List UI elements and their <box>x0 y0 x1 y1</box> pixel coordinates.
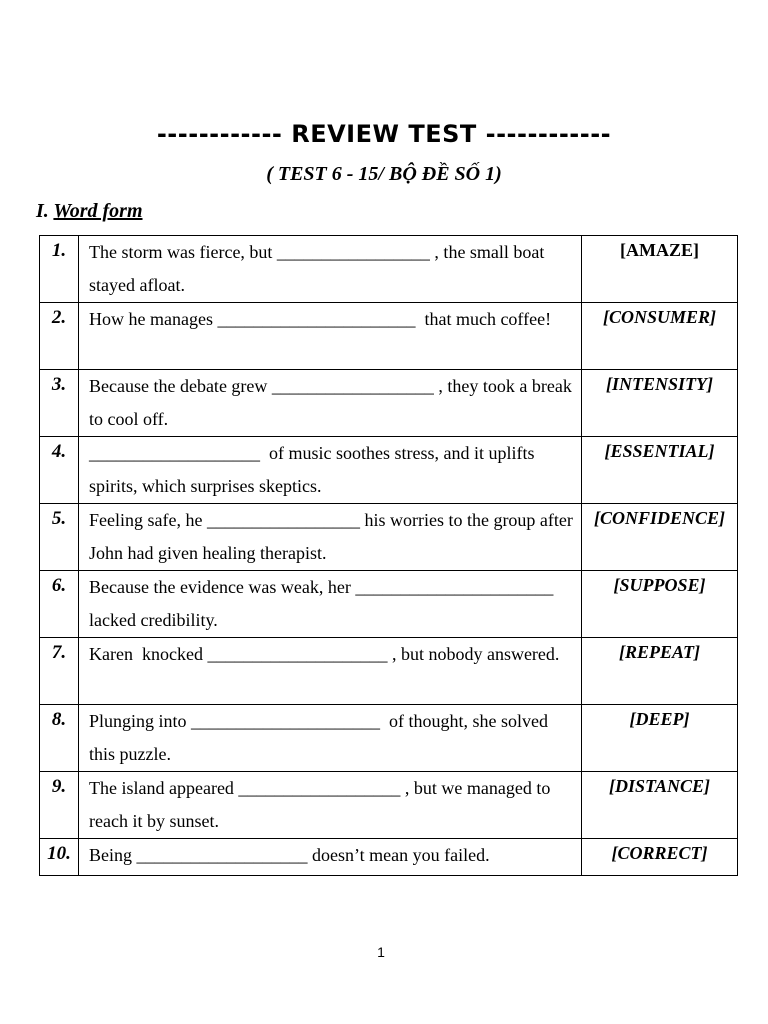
question-number: 5. <box>40 504 79 571</box>
question-number: 10. <box>40 839 79 876</box>
question-text: Because the evidence was weak, her ______________________ lacked credibility. <box>79 571 582 638</box>
question-number: 3. <box>40 370 79 437</box>
question-number: 2. <box>40 303 79 370</box>
table-row <box>40 370 738 437</box>
question-number: 8. <box>40 705 79 772</box>
word-hint: [ESSENTIAL] <box>582 437 738 504</box>
question-text: Karen knocked ____________________ , but nobody answered. <box>79 638 582 705</box>
section-title: Word form <box>53 200 143 222</box>
question-text: Because the debate grew __________________ , they took a break to cool off. <box>79 370 582 437</box>
table-row <box>40 839 738 876</box>
table-row <box>40 705 738 772</box>
question-number: 6. <box>40 571 79 638</box>
table-row <box>40 504 738 571</box>
table-row <box>40 571 738 638</box>
table-row <box>40 638 738 705</box>
word-hint: [CORRECT] <box>582 839 738 876</box>
question-text: Plunging into _____________________ of thought, she solved this puzzle. <box>79 705 582 772</box>
question-text: ___________________ of music soothes stress, and it uplifts spirits, which surprises skeptics. <box>79 437 582 504</box>
word-hint: [INTENSITY] <box>582 370 738 437</box>
table-row <box>40 772 738 839</box>
page-number: 1 <box>377 944 385 960</box>
word-hint: [DISTANCE] <box>582 772 738 839</box>
section-number: I. <box>36 200 54 222</box>
page-title: ------------ REVIEW TEST ------------ <box>156 120 612 148</box>
question-text: The island appeared __________________ , but we managed to reach it by sunset. <box>79 772 582 839</box>
word-form-table <box>39 235 738 876</box>
question-text: How he manages ______________________ that much coffee! <box>79 303 582 370</box>
question-number: 7. <box>40 638 79 705</box>
word-hint: [DEEP] <box>582 705 738 772</box>
question-number: 1. <box>40 236 79 303</box>
word-hint: [SUPPOSE] <box>582 571 738 638</box>
word-hint: [AMAZE] <box>582 236 738 303</box>
word-hint: [REPEAT] <box>582 638 738 705</box>
word-hint: [CONFIDENCE] <box>582 504 738 571</box>
word-hint: [CONSUMER] <box>582 303 738 370</box>
page-subtitle: ( TEST 6 - 15/ BỘ ĐỀ SỐ 1) <box>266 163 502 185</box>
question-text: Feeling safe, he _________________ his worries to the group after John had given healing therapist. <box>79 504 582 571</box>
question-number: 4. <box>40 437 79 504</box>
section-heading <box>36 200 143 223</box>
table-row <box>40 303 738 370</box>
table-row <box>40 437 738 504</box>
question-text: The storm was fierce, but _________________ , the small boat stayed afloat. <box>79 236 582 303</box>
table-row <box>40 236 738 303</box>
question-number: 9. <box>40 772 79 839</box>
question-text: Being ___________________ doesn’t mean you failed. <box>79 839 582 876</box>
